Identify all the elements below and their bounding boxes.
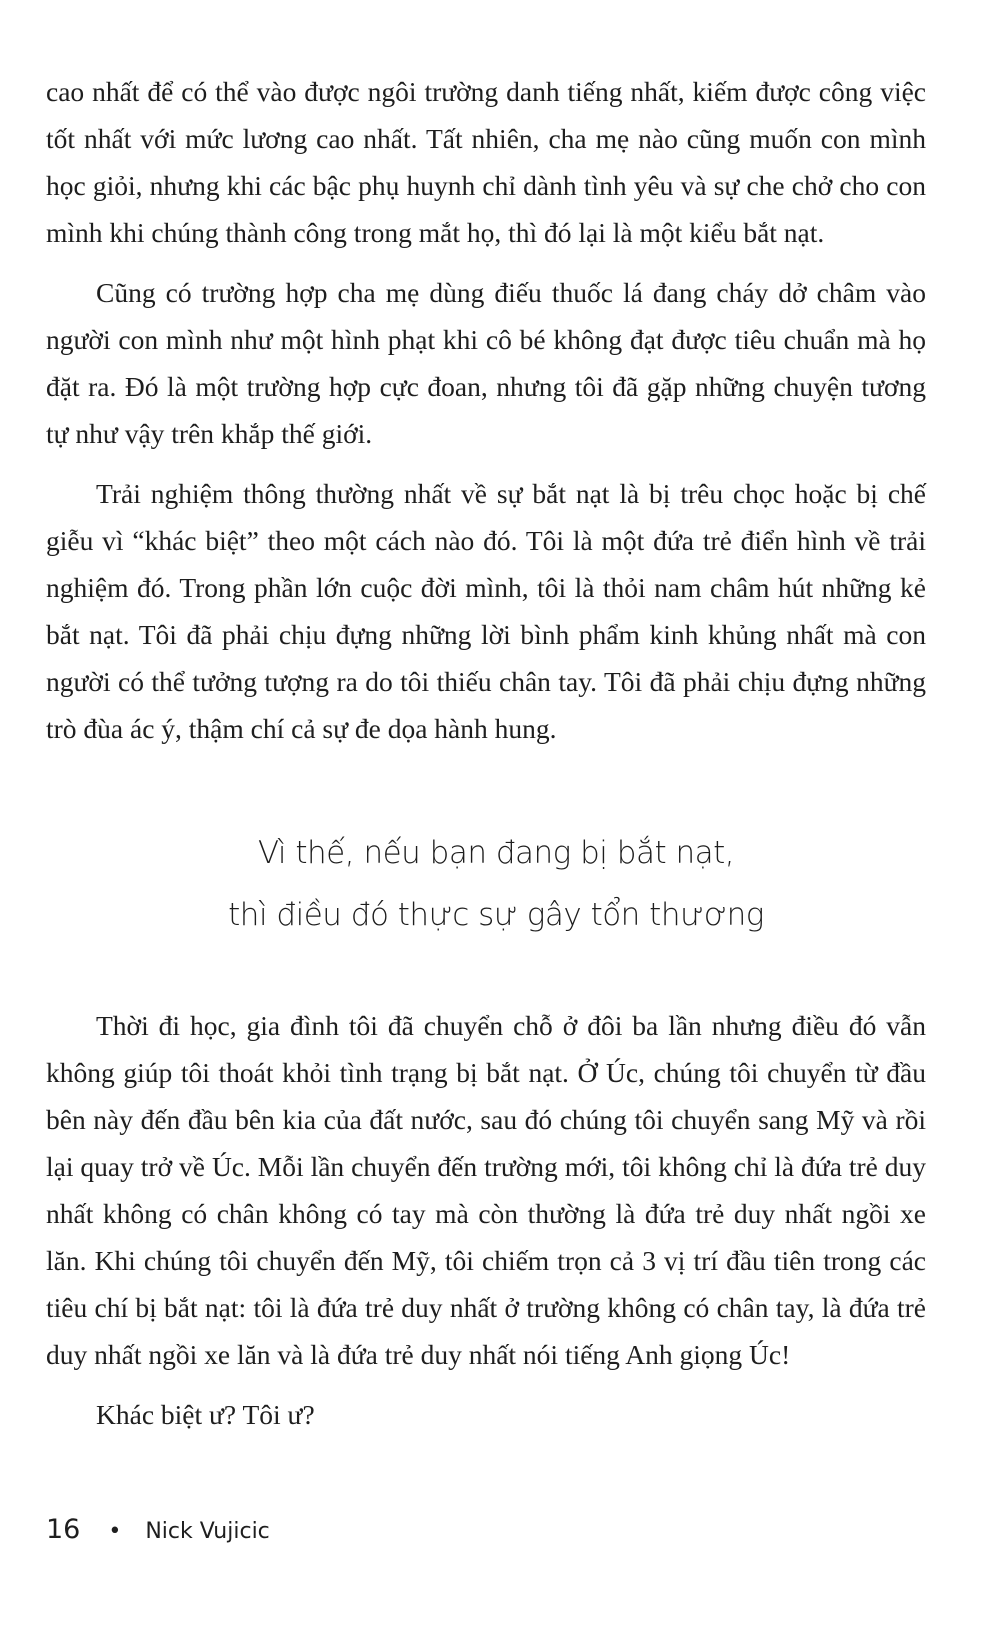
paragraph-continuation: cao nhất để có thể vào được ngôi trường danh tiếng nhất, kiếm được công việc tốt nhất với mức lương cao nhất. Tất nhiên, cha mẹ nào cũng muốn con mình học giỏi, nhưng khi các bậc phụ huynh chỉ dành tình yêu và sự che chở cho con mình khi chúng thành công trong mắt họ, thì đó lại là một kiểu bắt nạt. [46, 76, 926, 248]
footer-separator: • [108, 1519, 122, 1544]
section-heading-line-2: thì điều đó thực sự gây tổn thương [228, 897, 764, 933]
page-body [46, 68, 926, 1438]
paragraph-cigarette-punishment: Cũng có trường hợp cha mẹ dùng điếu thuốc lá đang cháy dở châm vào người con mình như một hình phạt khi cô bé không đạt được tiêu chuẩn mà họ đặt ra. Đó là một trường hợp cực đoan, nhưng tôi đã gặp những chuyện tương tự như vậy trên khắp thế giới. [46, 277, 926, 449]
paragraph-school-moves: Thời đi học, gia đình tôi đã chuyển chỗ ở đôi ba lần nhưng điều đó vẫn không giúp tôi thoát khỏi tình trạng bị bắt nạt. Ở Úc, chúng tôi chuyển từ đầu bên này đến đầu bên kia của đất nước, sau đó chúng tôi chuyển sang Mỹ và rồi lại quay trở về Úc. Mỗi lần chuyển đến trường mới, tôi không chỉ là đứa trẻ duy nhất không có chân không có tay mà còn thường là đứa trẻ duy nhất ngồi xe lăn. Khi chúng tôi chuyển đến Mỹ, tôi chiếm trọn cả 3 vị trí đầu tiên trong các tiêu chí bị bắt nạt: tôi là đứa trẻ duy nhất ở trường không có chân tay, là đứa trẻ duy nhất ngồi xe lăn và là đứa trẻ duy nhất nói tiếng Anh giọng Úc! [46, 1010, 926, 1370]
section-heading-line-1: Vì thế, nếu bạn đang bị bắt nạt, [257, 835, 735, 871]
section-heading [46, 822, 926, 946]
author-name: Nick Vujicic [145, 1519, 270, 1544]
page-footer [46, 1514, 270, 1545]
paragraph-teasing-experience: Trải nghiệm thông thường nhất về sự bắt nạt là bị trêu chọc hoặc bị chế giễu vì “khác biệt” theo một cách nào đó. Tôi là một đứa trẻ điển hình về trải nghiệm đó. Trong phần lớn cuộc đời mình, tôi là thỏi nam châm hút những kẻ bắt nạt. Tôi đã phải chịu đựng những lời bình phẩm kinh khủng nhất mà con người có thể tưởng tượng ra do tôi thiếu chân tay. Tôi đã phải chịu đựng những trò đùa ác ý, thậm chí cả sự đe dọa hành hung. [46, 478, 926, 744]
paragraph-different-question: Khác biệt ư? Tôi ư? [96, 1399, 315, 1430]
page-number: 16 [46, 1514, 81, 1545]
